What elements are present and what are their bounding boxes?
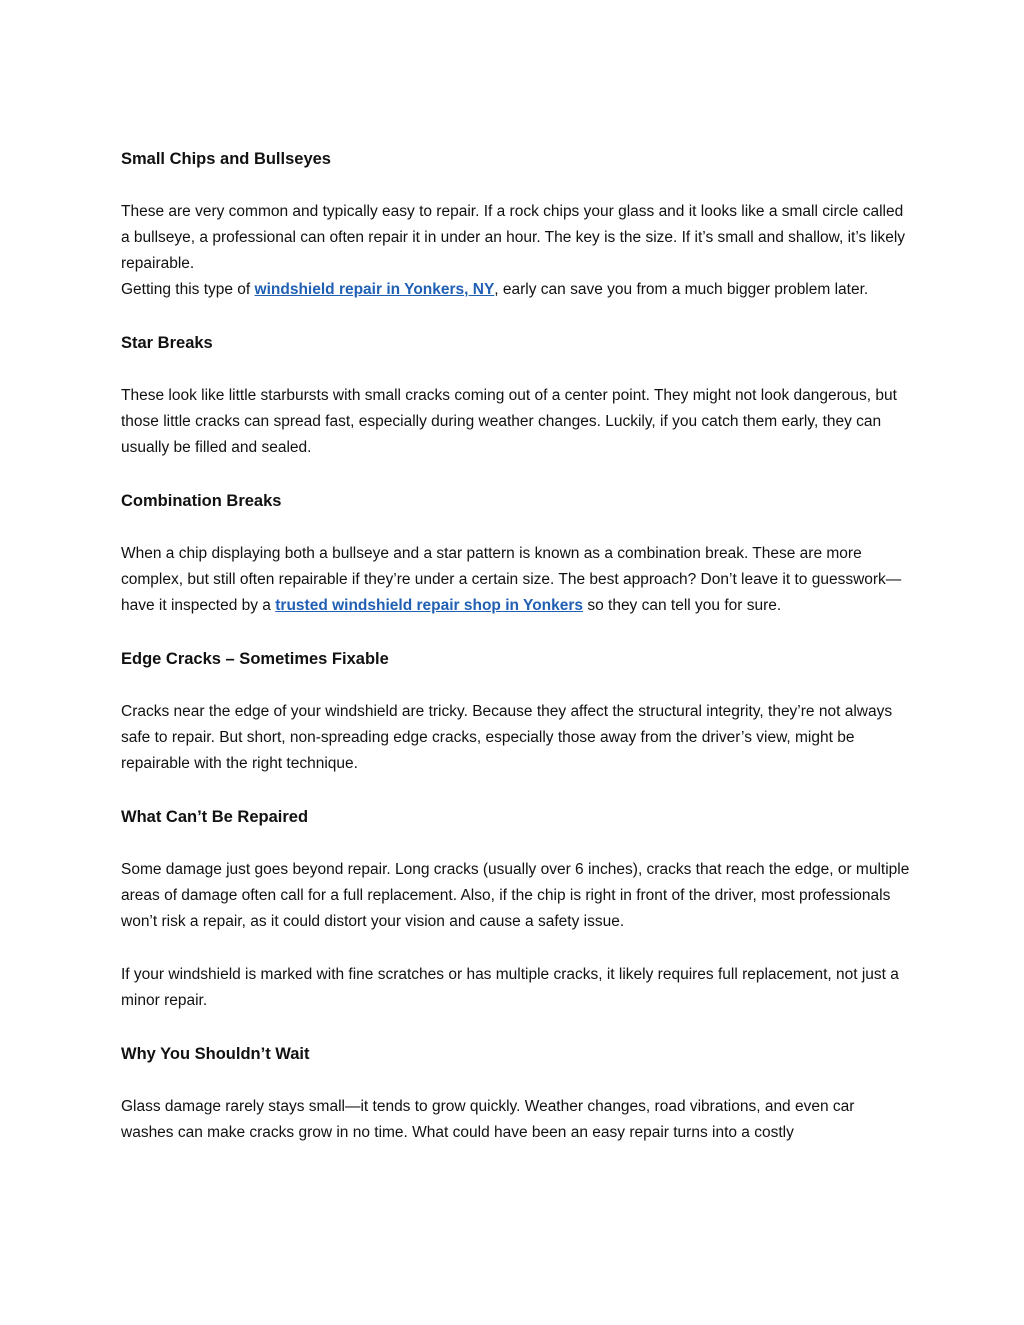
section-heading-star-breaks: Star Breaks (121, 334, 213, 352)
section-heading-edge-cracks: Edge Cracks – Sometimes Fixable (121, 650, 389, 668)
paragraph-getting-repair (121, 277, 911, 303)
paragraph-cant-be-repaired: Some damage just goes beyond repair. Long cracks (usually over 6 inches), cracks that reach the edge, or multiple areas of damage often call for a full replacement. Also, if the chip is right in front of the driver, most professionals won’t risk a repair, as it could distort your vision and cause a safety issue. (121, 861, 910, 930)
section-heading-why-not-wait: Why You Shouldn’t Wait (121, 1045, 310, 1063)
section-heading-small-chips: Small Chips and Bullseyes (121, 150, 331, 168)
paragraph-edge-cracks: Cracks near the edge of your windshield are tricky. Because they affect the structural integrity, they’re not always safe to repair. But short, non-spreading edge cracks, especially those away from the driver’s view, might be repairable with the right technique. (121, 703, 893, 772)
paragraph-text: so they can tell you for sure. (583, 597, 782, 614)
link-trusted-repair-shop-yonkers[interactable]: trusted windshield repair shop in Yonkers (275, 597, 584, 614)
paragraph-why-not-wait: Glass damage rarely stays small—it tends to grow quickly. Weather changes, road vibrations, and even car washes can make cracks grow in no time. What could have been an easy repair turns into a costly (121, 1098, 855, 1141)
link-windshield-repair-yonkers-ny[interactable]: windshield repair in Yonkers, NY (254, 281, 495, 298)
paragraph-combination-breaks (121, 541, 911, 619)
paragraph-small-chips: These are very common and typically easy to repair. If a rock chips your glass and it looks like a small circle called a bullseye, a professional can often repair it in under an hour. The key is the size. If it’s small and shallow, it’s likely repairable. (121, 203, 906, 272)
document-page (121, 146, 911, 1146)
paragraph-text: When a chip displaying both a bullseye and a star pattern is known as a combination break. These are more complex, but still often repairable if they’re under a certain size. The best approach? Don’t leave it to guesswork—have it inspected by a (121, 545, 902, 614)
paragraph-text: Getting this type of (121, 281, 255, 298)
paragraph-fine-scratches: If your windshield is marked with fine scratches or has multiple cracks, it likely requires full replacement, not just a minor repair. (121, 966, 899, 1009)
paragraph-text: , early can save you from a much bigger problem later. (494, 281, 869, 298)
paragraph-star-breaks: These look like little starbursts with small cracks coming out of a center point. They might not look dangerous, but those little cracks can spread fast, especially during weather changes. Luckily, if you catch them early, they can usually be filled and sealed. (121, 387, 897, 456)
section-heading-cant-be-repaired: What Can’t Be Repaired (121, 808, 309, 826)
section-heading-combination-breaks: Combination Breaks (121, 492, 282, 510)
